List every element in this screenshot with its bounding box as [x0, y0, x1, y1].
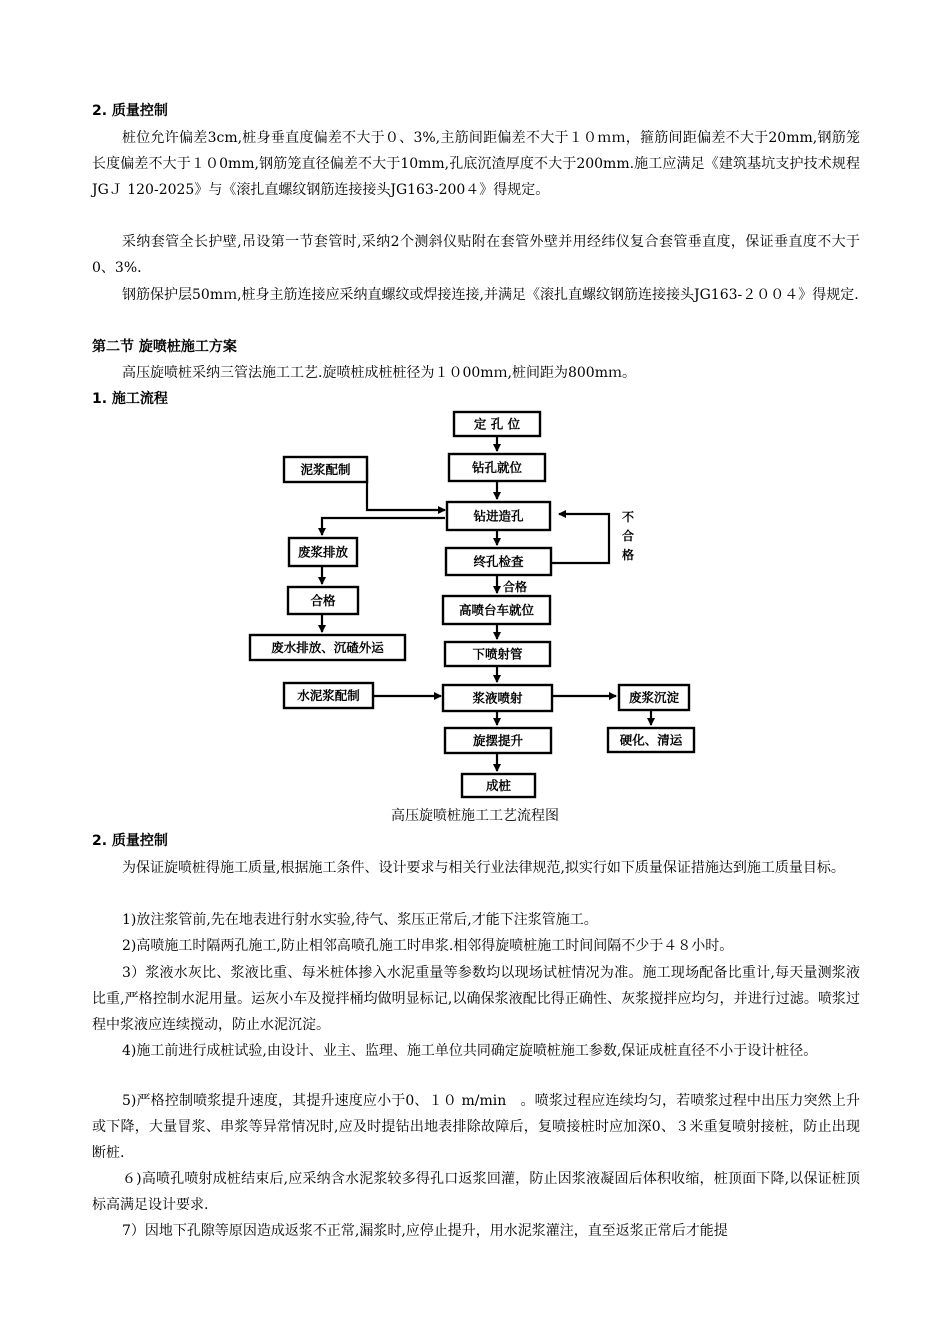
- paragraph-item-7: 7）因地下孔隙等原因造成返浆不正常,漏浆时,应停止提升，用水泥浆灌注，直至返浆正常后才能提: [122, 1223, 728, 1239]
- paragraph-item-6: ６)高喷孔喷射成桩结束后,应采纳含水泥浆较多得孔口返浆回灌，防止因浆液凝固后体积收缩，桩顶面下降,以保证桩顶标高满足设计要求.: [92, 1171, 860, 1213]
- flow-node-locate-hole: [454, 412, 540, 436]
- svg-text:泥浆配制: 泥浆配制: [300, 462, 351, 477]
- section-heading-quality-control-1: 2. 质量控制: [92, 103, 168, 119]
- label-fail-char-1: 不: [622, 510, 635, 524]
- flow-node-swing-lift: [445, 728, 551, 753]
- svg-text:定 孔 位: 定 孔 位: [473, 416, 521, 432]
- paragraph-item-5: 5)严格控制喷浆提升速度，其提升速度应小于0、１０ m/min 。喷浆过程应连续均匀，若喷浆过程中出压力突然上升或下降，大量冒浆、串浆等异常情况时,应及时提钻出地表排除故障后，复喷接桩时应加深0、３米重复喷射接桩，防止出现断桩.: [92, 1093, 860, 1161]
- section-heading-quality-control-2: 2. 质量控制: [92, 833, 168, 849]
- section-title-jet-grouting: 第二节 旋喷桩施工方案: [92, 339, 237, 355]
- flow-node-cement-slurry-preparation: [284, 683, 373, 708]
- svg-text:钻孔就位: 钻孔就位: [471, 460, 523, 475]
- svg-text:废水排放、沉碴外运: 废水排放、沉碴外运: [271, 640, 384, 655]
- label-fail-char-3: 格: [622, 548, 635, 562]
- svg-text:废浆沉淀: 废浆沉淀: [628, 690, 680, 705]
- svg-text:成桩: 成桩: [485, 778, 512, 793]
- flow-node-harden-clear: [608, 728, 694, 752]
- svg-text:旋摆提升: 旋摆提升: [472, 733, 524, 748]
- svg-text:硬化、清运: 硬化、清运: [619, 732, 683, 748]
- paragraph-jet-intro: 高压旋喷桩采纳三管法施工工艺.旋喷桩成桩桩径为１０00mｍ,桩间距为800mｍ。: [122, 365, 636, 381]
- svg-text:合格: 合格: [310, 593, 336, 608]
- subheading-construction-flow: 1. 施工流程: [92, 391, 168, 407]
- flow-node-slurry-jet: [443, 685, 552, 711]
- paragraph-item-4: 4)施工前进行成桩试验,由设计、业主、监理、施工单位共同确定旋喷桩施工参数,保证成桩直径不小于设计桩径。: [122, 1043, 818, 1059]
- flow-node-mud-preparation: [284, 457, 367, 482]
- flow-node-wastewater-sediment-removal: [250, 635, 405, 660]
- paragraph-item-2: 2)高喷施工时隔两孔施工,防止相邻高喷孔施工时串浆.相邻得旋喷桩施工时间间隔不少于４８小时。: [122, 938, 734, 954]
- svg-text:废浆排放: 废浆排放: [297, 544, 349, 560]
- paragraph-item-3: 3）浆液水灰比、浆液比重、每米桩体掺入水泥重量等参数均以现场试桩情况为准。施工现场配备比重计,每天量测浆液比重,严格控制水泥用量。运灰小车及搅拌桶均做明显标记,以确保浆液配比得正确性、灰浆搅拌应均匀，并进行过滤。喷浆过程中浆液应连续搅动，防止水泥沉淀。: [92, 965, 860, 1033]
- paragraph-quality-intro: 为保证旋喷桩得施工质量,根据施工条件、设计要求与相关行业法律规范,拟实行如下质量保证措施达到施工质量目标。: [122, 860, 845, 876]
- arrow-fail-loop: [551, 514, 609, 563]
- flow-node-drill-hole: [447, 502, 550, 530]
- flowchart-caption: 高压旋喷桩施工工艺流程图: [391, 808, 559, 824]
- paragraph-rebar-cover: 钢筋保护层50mｍ,桩身主筋连接应采纳直螺纹或焊接连接,并满足《滚扎直螺纹钢筋连接接头JG163-２００４》得规定.: [122, 287, 859, 303]
- svg-text:高喷台车就位: 高喷台车就位: [458, 602, 535, 618]
- arrow-n3-m2: [322, 518, 445, 535]
- label-pass: 合格: [503, 580, 528, 594]
- flow-node-qualified-left: [288, 587, 358, 614]
- svg-text:钻进造孔: 钻进造孔: [473, 508, 524, 524]
- flow-node-final-hole-check: [446, 548, 551, 575]
- flow-node-jet-rig-position: [443, 596, 550, 624]
- flow-node-lower-jet-pipe: [445, 642, 550, 666]
- paragraph-item-1: 1)放注浆管前,先在地表进行射水实验,待气、浆压正常后,才能下注浆管施工。: [122, 912, 598, 928]
- flow-node-pile-complete: [462, 774, 535, 797]
- svg-text:终孔检查: 终孔检查: [473, 554, 524, 569]
- arrow-m1-n3: [367, 468, 445, 510]
- svg-text:水泥浆配制: 水泥浆配制: [297, 688, 360, 703]
- svg-text:浆液喷射: 浆液喷射: [472, 690, 523, 706]
- paragraph-pile-tolerance: 桩位允许偏差3cm,桩身垂直度偏差不大于０、3%,主筋间距偏差不大于１０ｍｍ，箍筋间距偏差不大于20mm,钢筋笼长度偏差不大于１０0mm,钢筋笼直径偏差不大于10mm,孔底沉渣厚度不大于200mm.施工应满足《建筑基坑支护技术规程JGＪ 120-2025》与《滚扎直螺纹钢筋连接接头JG163-200４》得规定。: [92, 130, 860, 198]
- flowchart-diagram: [240, 408, 710, 800]
- flow-node-waste-slurry-settling: [619, 685, 689, 710]
- flow-node-drill-in-place: [449, 454, 545, 481]
- paragraph-casing: 采纳套管全长护壁,吊设第一节套管时,采纳2个测斜仪贴附在套管外壁并用经纬仪复合套管垂直度，保证垂直度不大于0、3%.: [92, 234, 860, 276]
- flow-node-waste-slurry-discharge: [289, 538, 357, 566]
- svg-text:下喷射管: 下喷射管: [472, 646, 523, 662]
- label-fail-char-2: 合: [622, 529, 635, 543]
